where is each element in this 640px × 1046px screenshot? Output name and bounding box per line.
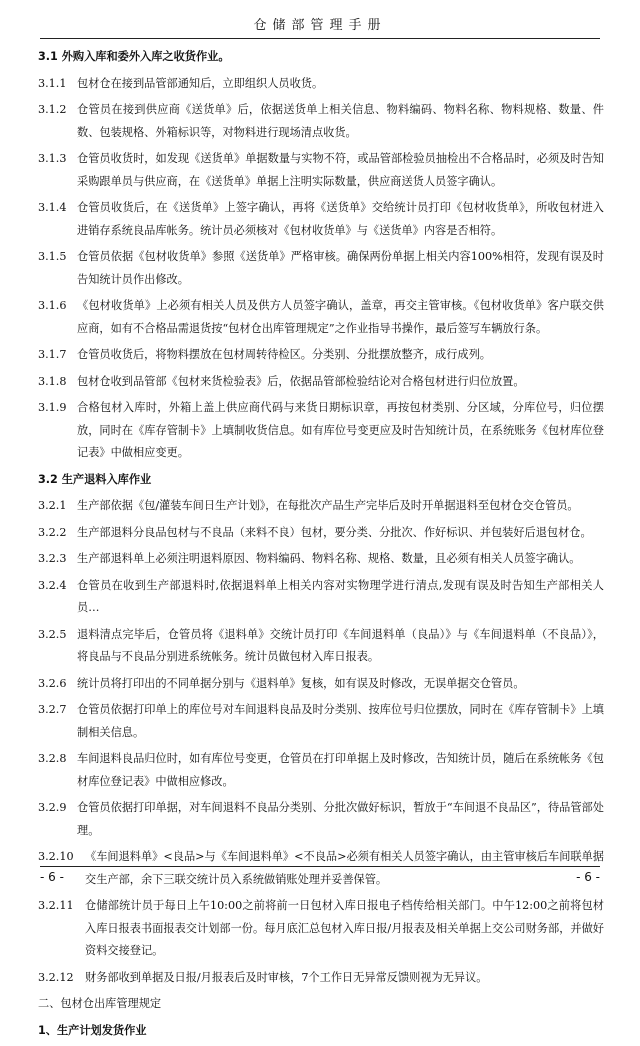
clause-number: 3.2.5 <box>38 627 67 641</box>
clause-number: 3.1.6 <box>38 299 67 312</box>
section-3-2-list <box>38 495 604 989</box>
clause-number: 3.2.6 <box>38 676 67 690</box>
clause-text: 仓管员依据《包材收货单》参照《送货单》严格审核。确保两份单据上相关内容100%相符，发现有误及时告知统计员作出修改。 <box>77 250 604 286</box>
clause-text: 生产部依据《包/灌装车间日生产计划》，在每批次产品生产完毕后及时开单据退料至包材仓交仓管员。 <box>77 499 579 512</box>
clause-item <box>38 295 604 340</box>
clause-text: 仓管员依据打印单据，对车间退料不良品分类别、分批次做好标识，暂放于“车间退不良品区”，待品管部处理。 <box>77 801 604 837</box>
clause-number: 3.1.7 <box>38 348 67 361</box>
clause-number: 3.2.4 <box>38 578 67 592</box>
clause-number: 3.2.3 <box>38 552 67 565</box>
clause-number: 3.1.8 <box>38 374 67 388</box>
clause-number: 3.1.3 <box>38 152 67 165</box>
clause-number: 3.1.5 <box>38 250 67 263</box>
clause-text: 合格包材入库时，外箱上盖上供应商代码与来货日期标识章，再按包材类别、分区域，分库位号，归位摆放，同时在《库存管制卡》上填制收货信息。如有库位号变更应及时告知统计员，在系统账务《包材库位登记表》中做相应变更。 <box>77 401 604 459</box>
clause-item <box>38 895 604 963</box>
clause-text: 包材仓在接到品管部通知后，立即组织人员收货。 <box>77 76 324 90</box>
clause-text: 仓管员在接到供应商《送货单》后，依据送货单上相关信息、物料编码、物料名称、物料规格、数量、件数、包装规格、外箱标识等，对物料进行现场清点收货。 <box>77 103 604 139</box>
section-heading-3-2: 3.2 生产退料入库作业 <box>38 472 152 486</box>
clause-number: 3.2.1 <box>38 499 67 512</box>
clause-item <box>38 797 604 842</box>
clause-text: 仓储部统计员于每日上午10:00之前将前一日包材入库日报电子档传给相关部门。中午12:00之前将包材入库日报表书面报表交计划部一份。每月底汇总包材入库日报/月报表及相关单据上交公司财务部，并做好资料交接登记。 <box>85 899 604 957</box>
clause-item <box>38 99 604 144</box>
clause-text: 仓管员收货时，如发现《送货单》单据数量与实物不符，或品管部检验员抽检出不合格品时，必须及时告知采购跟单员与供应商，在《送货单》单据上注明实际数量，供应商送货人员签字确认。 <box>77 152 604 188</box>
page-number-left: - 6 - <box>40 870 64 884</box>
subsection-heading: 1、生产计划发货作业 <box>38 1023 147 1037</box>
clause-text: 包材仓收到品管部《包材来货检验表》后，依据品管部检验结论对合格包材进行归位放置。 <box>77 374 525 388</box>
clause-item <box>38 548 604 571</box>
clause-item <box>38 246 604 291</box>
clause-item <box>38 371 604 394</box>
section-heading-3-1: 3.1 外购入库和委外入库之收货作业。 <box>38 50 230 63</box>
clause-item <box>38 148 604 193</box>
page-footer <box>40 866 600 884</box>
clause-item <box>38 197 604 242</box>
clause-number: 3.1.2 <box>38 103 67 116</box>
clause-item <box>38 495 604 518</box>
clause-text: 生产部退料单上必须注明退料原因、物料编码、物料名称、规格、数量，且必须有相关人员签字确认。 <box>77 552 581 565</box>
clause-number: 3.1.1 <box>38 76 67 90</box>
section-3-1-list <box>38 73 604 465</box>
clause-text: 仓管员在收到生产部退料时,依据退料单上相关内容对实物理学进行清点,发现有误及时告知生产部相关人员… <box>77 578 604 614</box>
page-header <box>40 14 600 39</box>
clause-text: 车间退料良品归位时，如有库位号变更，仓管员在打印单据上及时修改，告知统计员，随后在系统帐务《包材库位登记表》中做相应修改。 <box>77 752 604 788</box>
clause-number: 3.2.2 <box>38 525 67 539</box>
clause-text: 仓管员收货后，在《送货单》上签字确认，再将《送货单》交给统计员打印《包材收货单》，所收包材进入进销存系统良品库帐务。统计员必须核对《包材收货单》与《送货单》内容是否相符。 <box>77 201 604 237</box>
clause-text: 《车间退料单》<良品>与《车间退料单》<不良品>必须有相关人员签字确认，由主管审核后车间联单据交生产部，余下三联交统计员入系统做销账处理并妥善保管。 <box>85 850 604 886</box>
clause-number: 3.2.11 <box>38 899 74 912</box>
clause-item <box>38 673 604 696</box>
clause-number: 3.1.9 <box>38 401 67 414</box>
clause-number: 3.2.12 <box>38 970 74 984</box>
manual-title: 仓储部管理手册 <box>253 18 387 33</box>
clause-text: 生产部退料分良品包材与不良品（来料不良）包材，要分类、分批次、作好标识、并包装好后退包材仓。 <box>77 525 592 539</box>
clause-text: 仓管员依据打印单上的库位号对车间退料良品及时分类别、按库位号归位摆放，同时在《库存管制卡》上填制相关信息。 <box>77 703 604 739</box>
chapter-heading: 二、包材仓出库管理规定 <box>38 997 162 1010</box>
page-number-right: - 6 - <box>576 870 600 884</box>
clause-item <box>38 344 604 367</box>
document-body <box>38 46 604 1046</box>
clause-item <box>38 575 604 620</box>
clause-item <box>38 748 604 793</box>
clause-item <box>38 624 604 669</box>
clause-number: 3.2.9 <box>38 801 67 814</box>
clause-number: 3.2.8 <box>38 752 67 765</box>
clause-item <box>38 73 604 96</box>
clause-item <box>38 967 604 990</box>
clause-item <box>38 522 604 545</box>
clause-item <box>38 397 604 465</box>
clause-item <box>38 699 604 744</box>
clause-text: 财务部收到单据及日报/月报表后及时审核，7个工作日无异常反馈则视为无异议。 <box>85 970 488 984</box>
clause-text: 《包材收货单》上必须有相关人员及供方人员签字确认，盖章，再交主管审核。《包材收货单》客户联交供应商，如有不合格品需退货按“包材仓出库管理规定”之作业指导书操作，最后签写车辆放行条。 <box>77 299 604 335</box>
clause-text: 退料清点完毕后，仓管员将《退料单》交统计员打印《车间退料单（良品）》与《车间退料单（不良品）》，将良品与不良品分别进系统帐务。统计员做包材入库日报表。 <box>77 627 604 663</box>
clause-number: 3.2.10 <box>38 850 74 863</box>
clause-number: 3.2.7 <box>38 703 67 716</box>
clause-number: 3.1.4 <box>38 201 67 214</box>
clause-text: 仓管员收货后，将物料摆放在包材周转待检区。分类别、分批摆放整齐，成行成列。 <box>77 348 491 361</box>
clause-text: 统计员将打印出的不同单据分别与《退料单》复核，如有误及时修改，无误单据交仓管员。 <box>77 676 525 690</box>
